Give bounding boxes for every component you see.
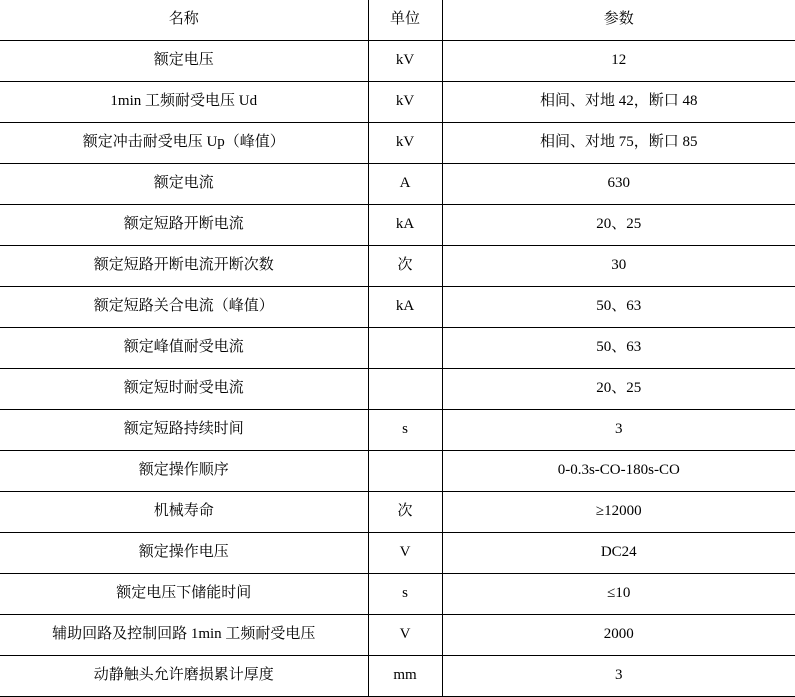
cell-unit: kV (368, 81, 442, 122)
table-header-row (0, 0, 795, 40)
cell-name: 机械寿命 (0, 491, 368, 532)
cell-parameter: ≥12000 (442, 491, 795, 532)
cell-name: 1min 工频耐受电压 Ud (0, 81, 368, 122)
cell-unit: s (368, 409, 442, 450)
column-header-name: 名称 (0, 0, 368, 40)
cell-unit (368, 327, 442, 368)
table-row (0, 614, 795, 655)
table-row (0, 40, 795, 81)
cell-unit: mm (368, 655, 442, 696)
cell-unit: V (368, 614, 442, 655)
cell-parameter: 50、63 (442, 286, 795, 327)
cell-name: 额定电压下储能时间 (0, 573, 368, 614)
table-row (0, 573, 795, 614)
cell-parameter: 20、25 (442, 204, 795, 245)
cell-unit (368, 450, 442, 491)
cell-name: 额定操作电压 (0, 532, 368, 573)
cell-name: 动静触头允许磨损累计厚度 (0, 655, 368, 696)
table-row (0, 327, 795, 368)
cell-parameter: 630 (442, 163, 795, 204)
cell-parameter: 50、63 (442, 327, 795, 368)
cell-name: 额定冲击耐受电压 Up（峰值） (0, 122, 368, 163)
cell-name: 辅助回路及控制回路 1min 工频耐受电压 (0, 614, 368, 655)
cell-parameter: 3 (442, 409, 795, 450)
cell-unit: kV (368, 122, 442, 163)
cell-parameter: DC24 (442, 532, 795, 573)
cell-unit: kV (368, 40, 442, 81)
cell-unit: s (368, 573, 442, 614)
cell-parameter: ≤10 (442, 573, 795, 614)
cell-unit: kA (368, 204, 442, 245)
cell-unit: 次 (368, 491, 442, 532)
cell-name: 额定操作顺序 (0, 450, 368, 491)
cell-parameter: 20、25 (442, 368, 795, 409)
table-row (0, 450, 795, 491)
cell-parameter: 3 (442, 655, 795, 696)
table-row (0, 286, 795, 327)
table-row (0, 368, 795, 409)
table-row (0, 655, 795, 696)
table-row (0, 491, 795, 532)
cell-name: 额定短路持续时间 (0, 409, 368, 450)
cell-name: 额定峰值耐受电流 (0, 327, 368, 368)
cell-name: 额定短时耐受电流 (0, 368, 368, 409)
table-row (0, 81, 795, 122)
cell-unit: kA (368, 286, 442, 327)
cell-parameter: 相间、对地 75，断口 85 (442, 122, 795, 163)
cell-unit: V (368, 532, 442, 573)
cell-name: 额定短路开断电流开断次数 (0, 245, 368, 286)
table-header (0, 0, 795, 40)
table-row (0, 204, 795, 245)
table-row (0, 245, 795, 286)
cell-parameter: 12 (442, 40, 795, 81)
cell-parameter: 相间、对地 42，断口 48 (442, 81, 795, 122)
table-body (0, 40, 795, 696)
cell-name: 额定电压 (0, 40, 368, 81)
cell-parameter: 30 (442, 245, 795, 286)
cell-unit (368, 368, 442, 409)
table-row (0, 532, 795, 573)
cell-name: 额定短路开断电流 (0, 204, 368, 245)
table-row (0, 122, 795, 163)
cell-name: 额定电流 (0, 163, 368, 204)
cell-parameter: 0-0.3s-CO-180s-CO (442, 450, 795, 491)
table-row (0, 409, 795, 450)
table-row (0, 163, 795, 204)
cell-unit: A (368, 163, 442, 204)
cell-parameter: 2000 (442, 614, 795, 655)
column-header-unit: 单位 (368, 0, 442, 40)
column-header-parameter: 参数 (442, 0, 795, 40)
cell-name: 额定短路关合电流（峰值） (0, 286, 368, 327)
cell-unit: 次 (368, 245, 442, 286)
